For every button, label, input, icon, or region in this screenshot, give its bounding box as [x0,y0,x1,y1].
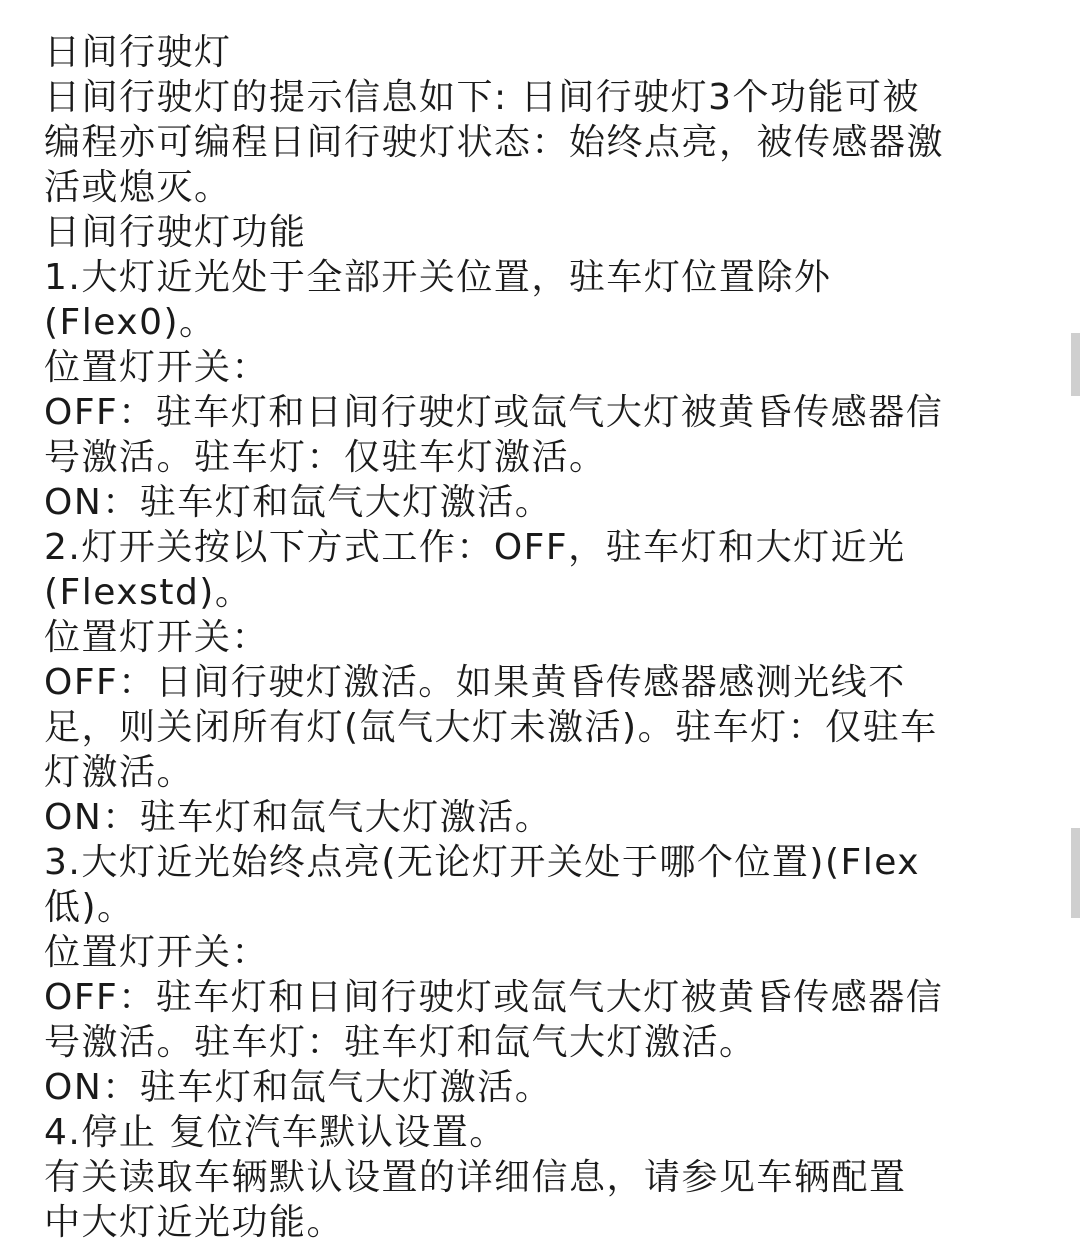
text-line: 2.灯开关按以下方式工作：OFF，驻车灯和大灯近光 [44,527,906,568]
document-body [44,30,1044,1245]
text-line: ON：驻车灯和氙气大灯激活。 [44,1067,553,1108]
text-line: OFF：驻车灯和日间行驶灯或氙气大灯被黄昏传感器信 [44,392,944,433]
text-line: OFF：驻车灯和日间行驶灯或氙气大灯被黄昏传感器信 [44,977,944,1018]
text-line: 有关读取车辆默认设置的详细信息，请参见车辆配置 [44,1157,907,1198]
text-line: 位置灯开关： [44,932,270,973]
text-line: OFF：日间行驶灯激活。如果黄昏传感器感测光线不 [44,662,906,703]
text-line: 4.停止 复位汽车默认设置。 [44,1112,507,1153]
text-line: (Flex0)。 [44,302,217,343]
text-line: 1.大灯近光处于全部开关位置，驻车灯位置除外 [44,257,832,298]
text-line: 3.大灯近光始终点亮(无论灯开关处于哪个位置)(Flex [44,842,921,883]
text-line: 位置灯开关： [44,347,270,388]
text-line: 位置灯开关： [44,617,270,658]
text-line: ON：驻车灯和氙气大灯激活。 [44,797,553,838]
text-line: 活或熄灭。 [44,167,232,208]
text-line: 中大灯近光功能。 [44,1202,345,1243]
doc-title: 日间行驶灯 [44,32,232,73]
text-line: 日间行驶灯的提示信息如下: 日间行驶灯3个功能可被 [44,77,920,118]
text-line: 足，则关闭所有灯(氙气大灯未激活)。驻车灯：仅驻车 [44,707,938,748]
scrollbar-handle-upper[interactable] [1071,333,1080,396]
text-line: (Flexstd)。 [44,572,253,613]
text-line: 号激活。驻车灯：驻车灯和氙气大灯激活。 [44,1022,757,1063]
section-heading: 日间行驶灯功能 [44,212,307,253]
scrollbar-handle-lower[interactable] [1071,828,1080,918]
text-line: 号激活。驻车灯：仅驻车灯激活。 [44,437,607,478]
text-line: 灯激活。 [44,752,195,793]
text-line: 编程亦可编程日间行驶灯状态：始终点亮，被传感器激 [44,122,945,163]
text-line: ON：驻车灯和氙气大灯激活。 [44,482,553,523]
text-line: 低)。 [44,887,135,928]
